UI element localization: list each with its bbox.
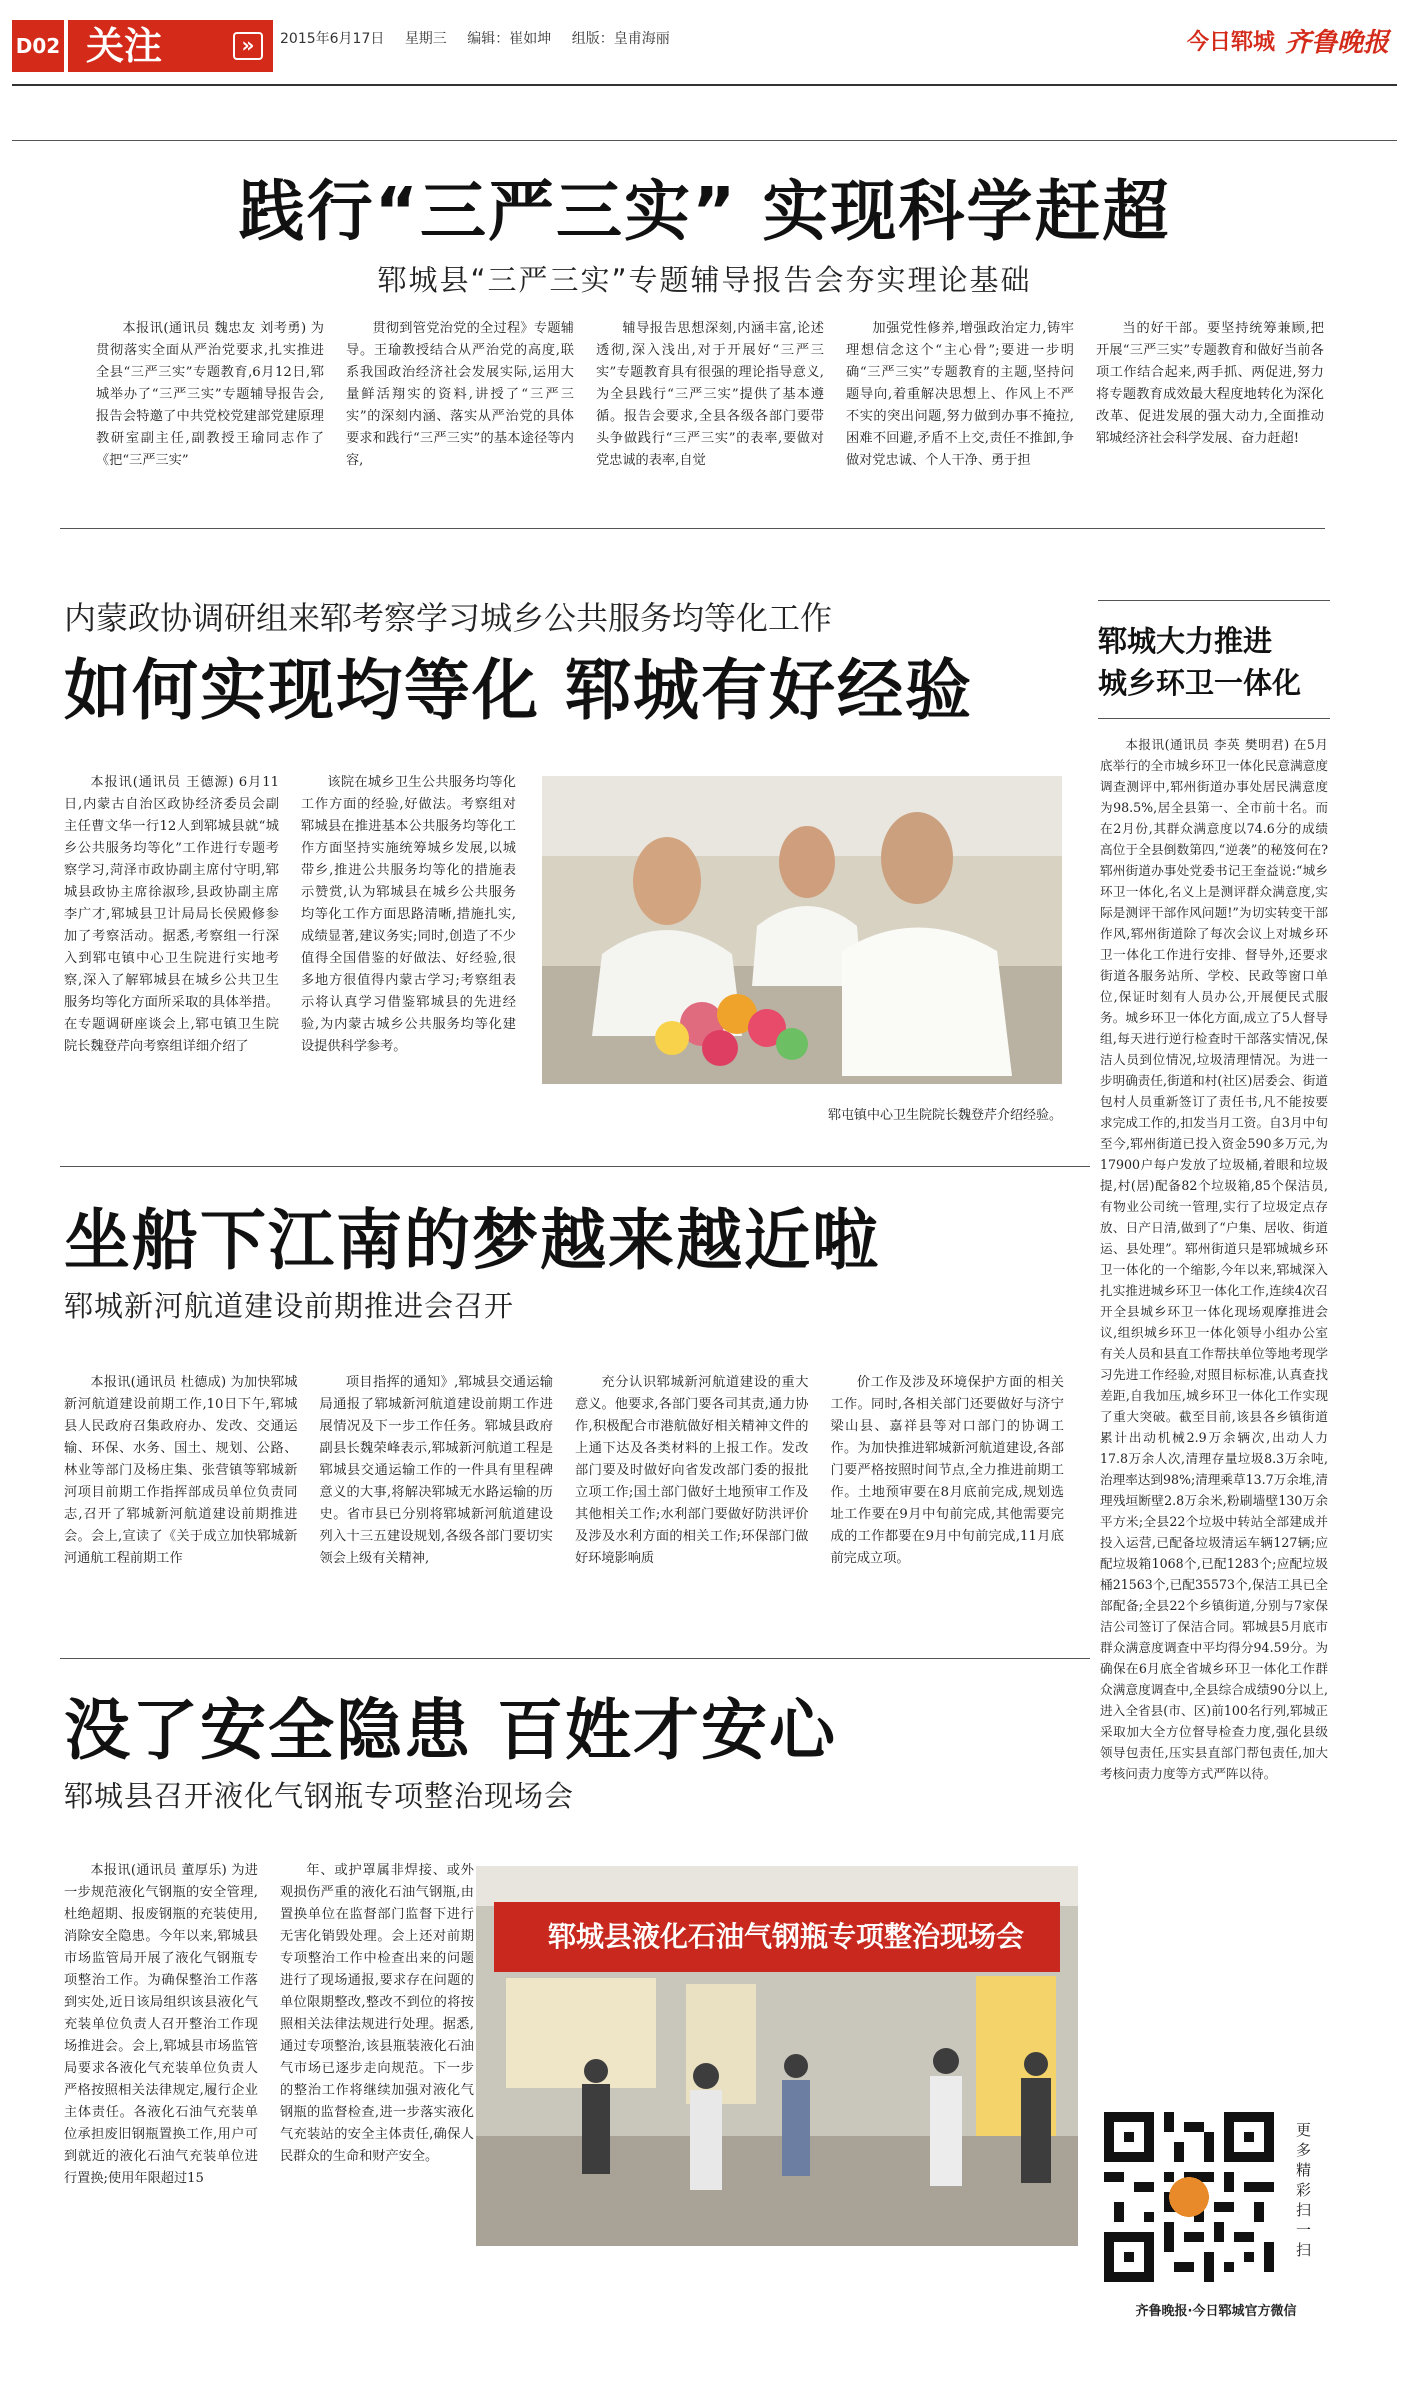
article1-col: 当的好干部。要坚持统筹兼顾,把开展“三严三实”专题教育和做好当前各项工作结合起来,两手抓、两促进,努力将专题教育成效最大程度地转化为深化改革、促进发展的强大动力,全面推动郓城经济社会科学发展、奋力赶超!: [1096, 321, 1324, 446]
article3-col: 充分认识郓城新河航道建设的重大意义。他要求,各部门要各司其责,通力协作,积极配合市港航做好相关精神文件的上通下达及各类材料的上报工作。发改部门要及时做好向省发改部门委的报批立项工作;国土部门做好土地预审工作及其他相关工作;水利部门要做好防洪评价及涉及水利方面的相关工作;环保部门做好环境影响质: [575, 1375, 809, 1566]
article-divider: [60, 1658, 1090, 1659]
article3-body: [64, 1372, 1064, 1642]
article2-title: 如何实现均等化 郓城有好经验: [64, 652, 973, 729]
article3-title: 坐船下江南的梦越来越近啦: [64, 1202, 880, 1279]
masthead-brand: [1187, 20, 1389, 60]
article2-kicker: 内蒙政协调研组来郓考察学习城乡公共服务均等化工作: [64, 599, 833, 637]
article-divider: [60, 1166, 1090, 1167]
qr-code[interactable]: [1104, 2112, 1274, 2282]
article4-subtitle: 郓城县召开液化气钢瓶专项整治现场会: [64, 1779, 575, 1813]
qr-caption: 齐鲁晚报·今日郓城官方微信: [1135, 2304, 1297, 2319]
article1-col: 本报讯(通讯员 魏忠友 刘考勇) 为贯彻落实全面从严治党要求,扎实推进全县“三严三实”专题教育,6月12日,郓城举办了“三严三实”专题辅导报告会,报告会特邀了中共党校党建部党建原理教研室副主任,副教授王瑜同志作了《把“三严三实”: [96, 321, 324, 468]
sidebar-divider: [1098, 600, 1330, 601]
article3-col: 价工作及涉及环境保护方面的相关工作。同时,各相关部门还要做好与济宁梁山县、嘉祥县等对口部门的协调工作。为加快推进郓城新河航道建设,各部门要严格按照时间节点,全力推进前期工作。土地预审要在8月底前完成,规划选址工作要在9月中旬前完成,其他需要完成的工作都要在9月中旬前完成,11月底前完成立项。: [830, 1375, 1064, 1566]
article2-body: [64, 772, 516, 1147]
column-name: 今日郓城: [1186, 29, 1275, 55]
article3-col: 本报讯(通讯员 杜德成) 为加快郓城新河航道建设前期工作,10日下午,郓城县人民政府召集政府办、发改、交通运输、环保、水务、国土、规划、公路、林业等部门及杨庄集、张营镇等郓城新河项目前期工作指挥部成员单位负责同志,召开了郓城新河航道建设前期推进会。会上,宣读了《关于成立加快郓城新河通航工程前期工作: [64, 1375, 298, 1566]
paper-logo: 齐鲁晚报: [1284, 27, 1389, 58]
article2-col: 本报讯(通讯员 王德源) 6月11日,内蒙古自治区政协经济委员会副主任曹文华一行12人到郓城县就“城乡公共服务均等化”工作进行专题考察学习,菏泽市政协副主席付守明,郓城县政协主席徐淑珍,县政协副主席李广才,郓城县卫计局局长侯殿修参加了考察活动。据悉,考察组一行深入到郓屯镇中心卫生院进行实地考察,深入了解郓城县在城乡公共卫生服务均等化方面所采取的具体举措。在专题调研座谈会上,郓屯镇卫生院院长魏登芹向考察组详细介绍了: [64, 775, 279, 1054]
sidebar-title-line: 郓城大力推进: [1098, 624, 1273, 658]
article4-body: [64, 1860, 474, 2350]
article1-body: [96, 318, 1324, 494]
sidebar-title-line: 城乡环卫一体化: [1098, 666, 1302, 700]
sidebar-title: [1098, 620, 1330, 704]
issue-date: 2015年6月17日: [280, 31, 385, 47]
issue-weekday: 星期三: [404, 31, 447, 47]
article-divider: [12, 140, 1397, 141]
layout-editor: 组版：皇甫海丽: [571, 31, 670, 47]
sidebar-divider: [1098, 718, 1330, 719]
photo-banner-text: 郓城县液化石油气钢瓶专项整治现场会: [547, 1920, 1024, 1953]
section-tag: [68, 20, 273, 72]
article2-photo: [542, 776, 1062, 1084]
article4-col: 本报讯(通讯员 董厚乐) 为进一步规范液化气钢瓶的安全管理,杜绝超期、报废钢瓶的充装使用,消除安全隐患。今年以来,郓城县市场监管局开展了液化气钢瓶专项整治工作。为确保整治工作落到实处,近日该局组织该县液化气充装单位负责人召开整治工作现场推进会。会上,郓城县市场监管局要求各液化气充装单位负责人严格按照相关法律规定,履行企业主体责任。各液化石油气充装单位承担废旧钢瓶置换工作,用户可到就近的液化石油气充装单位进行置换;使用年限超过15: [64, 1863, 258, 2186]
article2-photo-caption: 郓屯镇中心卫生院院长魏登芹介绍经验。: [827, 1108, 1062, 1123]
article-divider: [60, 528, 1325, 529]
article1-col: 加强党性修养,增强政治定力,铸牢理想信念这个“主心骨”;要进一步明确“三严三实”专题教育的主题,坚持问题导向,着重解决思想上、作风上不严不实的突出问题,努力做到办事不掩拉,困难不回避,矛盾不上交,责任不推卸,争做对党忠诚、个人干净、勇于担: [846, 321, 1074, 468]
sidebar-body: 本报讯(通讯员 李英 樊明君) 在5月底举行的全市城乡环卫一体化民意满意度调查测评中,郓州街道办事处居民满意度为98.5%,居全县第一、全市前十名。而在2月份,其群众满意度以74.6分的成绩高位于全县倒数第四,“逆袭”的秘笈何在?郓州街道办事处党委书记王奎益说:“城乡环卫一体化,名义上是测评群众满意度,实际是测评干部作风问题!”为切实转变干部作风,郓州街道除了每次会议上对城乡环卫一体化工作进行安排、督导外,还要求街道各服务站所、学校、民政等窗口单位,保证时刻有人员办公,开展便民式服务。城乡环卫一体化方面,成立了5人督导组,每天进行逆行检查时干部落实情况,保洁人员到位情况,垃圾清理情况。为进一步明确责任,街道和村(社区)居委会、街道包村人员重新签订了责任书,凡不能按要求完成工作的,扣发当月工资。自3月中旬至今,郓州街道已投入资金590多万元,为17900户每户发放了垃圾桶,着眼和垃圾提,村(居)配备82个垃圾箱,85个保洁员,有物业公司统一管理,实行了垃圾定点存放、日产日清,做到了“户集、居收、街道运、县处理”。郓州街道只是郓城城乡环卫一体化的一个缩影,今年以来,郓城深入扎实推进城乡环卫一体化工作,连续4次召开全县城乡环卫一体化现场观摩推进会议,组织城乡环卫一体化领导小组办公室有关人员和县直工作帮扶单位等地考现学习先进工作经验,对照目标标准,认真查找差距,自我加压,城乡环卫一体化工作实现了重大突破。截至目前,该县各乡镇街道累计出动机械2.9万余辆次,出动人力17.8万余人次,清理存量垃圾8.3万余吨,治理率达到98%;清理乘草13.7万余堆,清理残垣断壁2.8万余米,粉刷墙壁130万余平方米;全县22个垃圾中转站全部建成并投入运营,已配备垃圾清运车辆127辆;应配垃圾箱1068个,已配1283个;应配垃圾桶21563个,已配35573个,保洁工具已全部配备;全县22个乡镇街道,分别与7家保洁公司签订了保洁合同。郓城县5月底市群众满意度调查中平均得分94.59分。为确保在6月底全省城乡环卫一体化工作群众满意度调查中,全县综合成绩90分以上,进入全省县(市、区)前100名行列,郓城正采取加大全方位督导检查力度,强化县级领导包责任,压实县直部门帮包责任,加大考核问责力度等方式严阵以待。: [1100, 737, 1328, 1781]
editor: 编辑：崔如坤: [467, 31, 552, 47]
double-chevron-right-icon: »: [233, 32, 263, 60]
article4-col: 年、或护罩属非焊接、或外观损伤严重的液化石油气钢瓶,由置换单位在监督部门监督下进行无害化销毁处理。会上还对前期专项整治工作中检查出来的问题进行了现场通报,要求存在问题的单位限期整改,整改不到位的将按照相关法律法规进行处理。据悉,通过专项整治,该县瓶装液化石油气市场已逐步走向规范。下一步的整治工作将继续加强对液化气钢瓶的监督检查,进一步落实液化气充装站的安全主体责任,确保人民群众的生命和财产安全。: [280, 1863, 474, 2164]
header-divider: [12, 84, 1397, 86]
article1-col: 贯彻到管党治党的全过程》专题辅导。王瑜教授结合从严治党的高度,联系我国政治经济社会发展实际,运用大量鲜活翔实的资料,讲授了“三严三实”的深刻内涵、落实从严治党的具体要求和践行“三严三实”的基本途径等内容,: [346, 321, 574, 468]
article1-col: 辅导报告思想深刻,内涵丰富,论述透彻,深入浅出,对于开展好“三严三实”专题教育具有很强的理论指导意义,为全县践行“三严三实”提供了基本遵循。报告会要求,全县各级各部门要带头争做践行“三严三实”的表率,要做对党忠诚的表率,自觉: [596, 321, 824, 468]
page-number: D02: [12, 20, 64, 72]
meeting-photo-image: [542, 776, 1062, 1084]
article4-title: 没了安全隐患 百姓才安心: [64, 1692, 837, 1769]
article3-subtitle: 郓城新河航道建设前期推进会召开: [64, 1289, 515, 1323]
article1-subtitle: 郓城县“三严三实”专题辅导报告会夯实理论基础: [377, 263, 1032, 297]
section-label: 关注: [86, 24, 163, 68]
article4-photo: [476, 1866, 1078, 2246]
article2-col: 该院在城乡卫生公共服务均等化工作方面的经验,好做法。考察组对郓城县在推进基本公共服务均等化工作方面坚持实施统筹城乡发展,以城带乡,推进公共服务均等化的措施表示赞赏,认为郓城县在城乡公共服务均等化工作方面思路清晰,措施扎实,成绩显著,建议务实;同时,创造了不少值得全国借鉴的好做法、好经验,很多地方很值得内蒙古学习;考察组表示将认真学习借鉴郓城县的先进经验,为内蒙古城乡公共服务均等化建设提供科学参考。: [301, 775, 516, 1054]
qr-code-icon: [1104, 2112, 1274, 2282]
qr-side-text: 更多精彩 扫一扫: [1296, 2121, 1312, 2259]
article3-col: 项目指挥的通知》,郓城县交通运输局通报了郓城新河航道建设前期工作进展情况及下一步工作任务。郓城县政府副县长魏荣峰表示,郓城新河航道工程是郓城县交通运输工作的一件具有里程碑意义的大事,将解决郓城无水路运输的历史。省市县已分别将郓城新河航道建设列入十三五建设规划,各级各部门要切实领会上级有关精神,: [319, 1375, 553, 1566]
issue-info: [280, 28, 686, 48]
article1-title: 践行“三严三实” 实现科学赶超: [238, 173, 1171, 250]
